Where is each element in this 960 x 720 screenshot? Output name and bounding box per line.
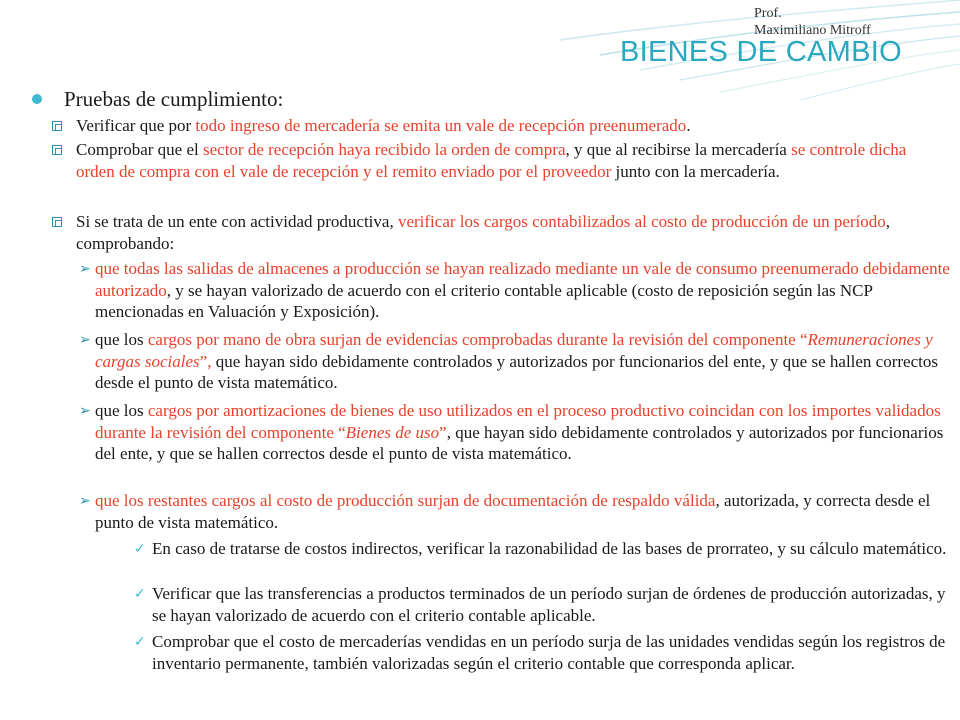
list-item (76, 211, 942, 254)
item-text: junto con la mercadería. (611, 161, 780, 181)
square-bullet-icon (52, 217, 62, 227)
item-text: que los (95, 330, 148, 349)
check-bullet-icon: ✓ (134, 541, 146, 557)
item-highlight: ” (439, 422, 447, 442)
check-list-item: Verificar que las transferencias a productos terminados de un período surjan de órdenes de producción autorizadas, y se hayan valorizado de acuerdo con el criterio contable aplicable. (152, 584, 946, 625)
arrow-bullet-icon: ➢ (79, 332, 91, 348)
item-text: Verificar que por (76, 116, 196, 135)
sub-list-item (95, 329, 950, 394)
sub-list-item (95, 258, 950, 323)
item-highlight: se controle dicha orden de compra con el vale de recepción y el remito enviado por el proveedor (76, 140, 907, 181)
sub-list-item (95, 400, 950, 465)
item-text: que hayan sido debidamente controlados y autorizados por funcionarios del ente, y que se hallen correctos desde el punto de vista matemático. (95, 351, 938, 392)
square-bullet-icon (52, 121, 62, 131)
check-list-item: Comprobar que el costo de mercaderías vendidas en un período surja de las unidades vendidas según los registros de inventario permanente, también valorizadas según el criterio contable que corresponda aplicar. (152, 632, 946, 673)
slide-title: BIENES DE CAMBIO (620, 36, 902, 68)
list-item (76, 139, 942, 182)
author-label (754, 5, 871, 39)
bullet-dot-icon (32, 94, 42, 104)
item-text: Si se trata de un ente con actividad productiva, (76, 212, 398, 231)
item-text: , autorizada, y correcta desde el punto de vista matemático. (95, 491, 931, 532)
item-text: . (686, 116, 691, 135)
item-highlight-italic: Bienes de uso (345, 422, 440, 442)
item-text: , y que al recibirse la mercadería (565, 140, 792, 159)
check-list-item: En caso de tratarse de costos indirectos, verificar la razonabilidad de las bases de prorrateo, y su cálculo matemático. (152, 539, 947, 558)
square-bullet-icon (52, 145, 62, 155)
item-highlight: que todas las salidas de almacenes a producción se hayan realizado mediante un vale de consumo preenumerado debidamente autorizado (95, 259, 950, 300)
check-bullet-icon: ✓ (134, 634, 146, 650)
item-text: , que hayan sido debidamente controlados y autorizados por funcionarios del ente, y que se hallen correctos desde el punto de vista matemático. (95, 422, 944, 463)
item-text: que los (95, 401, 148, 420)
item-highlight: todo ingreso de mercadería se emita un vale de recepción preenumerado (195, 116, 687, 135)
item-highlight: sector de recepción haya recibido la orden de compra (203, 140, 566, 159)
item-text: Comprobar que el (76, 140, 203, 159)
item-highlight-italic: Remuneraciones y cargas sociales (95, 330, 933, 371)
item-highlight: cargos por mano de obra surjan de evidencias comprobadas durante la revisión del componente “ (147, 330, 808, 349)
check-bullet-icon: ✓ (134, 586, 146, 602)
arrow-bullet-icon: ➢ (79, 493, 91, 509)
item-highlight: ”, (199, 351, 212, 371)
arrow-bullet-icon: ➢ (79, 261, 91, 277)
author-prefix: Prof. (754, 6, 782, 21)
item-highlight: cargos por amortizaciones de bienes de uso utilizados en el proceso productivo coincidan con los importes validados durante la revisión del componente “ (95, 401, 941, 442)
item-highlight: que los restantes cargos al costo de producción surjan de documentación de respaldo válida (95, 491, 716, 510)
author-name: Maximiliano Mitroff (754, 23, 871, 38)
item-text: , y se hayan valorizado de acuerdo con el criterio contable aplicable (costo de reposición según las NCP mencionadas en Valuación y Exposición). (95, 280, 873, 321)
list-item (76, 115, 942, 137)
item-highlight: verificar los cargos contabilizados al costo de producción de un período (397, 212, 886, 231)
section-heading: Pruebas de cumplimiento: (64, 87, 284, 111)
item-text: , comprobando: (76, 212, 891, 253)
arrow-bullet-icon: ➢ (79, 403, 91, 419)
sub-list-item (95, 490, 950, 533)
